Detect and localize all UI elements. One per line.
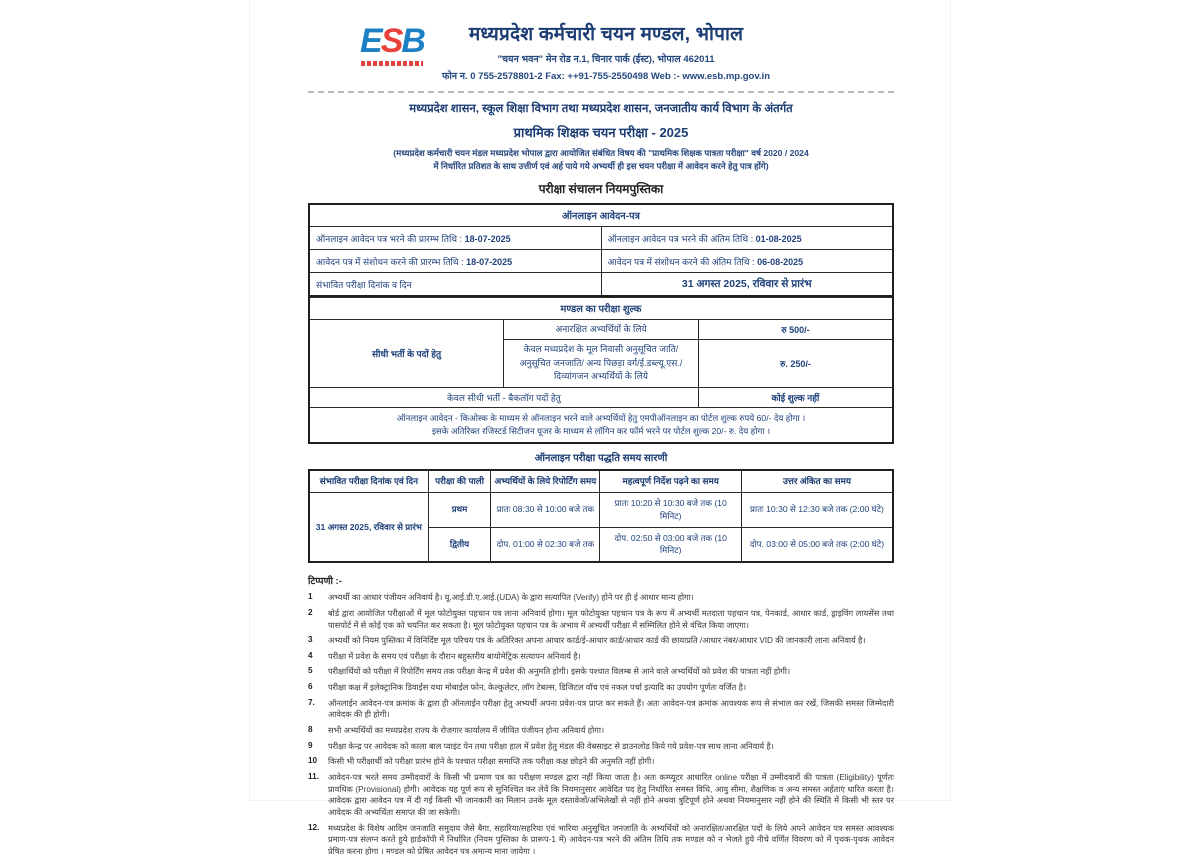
shift1-name: प्रथम — [428, 492, 491, 527]
notes-title: टिप्पणी :- — [308, 576, 342, 588]
note-number: 8 — [308, 725, 313, 735]
application-end-label: ऑनलाइन आवेदन पत्र भरने की अंतिम तिथि : — [607, 233, 754, 244]
table-row — [309, 387, 893, 407]
note-text: परीक्षा में प्रवेश के समय एवं परीक्षा के दौरान बहुस्तरीय बायोमेट्रिक सत्यापन अनिवार्य है। — [328, 651, 581, 661]
shift1-reporting-time: प्रातः 08:30 से 10:00 बजे तक — [491, 492, 600, 527]
schedule-table-title: ऑनलाइन परीक्षा पद्धति समय सारणी — [534, 453, 668, 465]
note-number: 10 — [308, 756, 318, 766]
correction-end-label: आवेदन पत्र में संशोधन करने की अंतिम तिथि : — [607, 256, 755, 267]
note-text: बोर्ड द्वारा आयोजित परीक्षाओं में मूल फोटोयुक्त पहचान पत्र लाना अनिवार्य होगा। मूल फोटोयुक्त पहचान पत्र के रूप में अभ्यर्थी मतदाता पहचान पत्र, पेनकार्ड, आधार कार्ड, ड्राइविंग लायसेंस तथा पासपोर्ट में से कोई एक को चयनित कर सकता है। मूल फोटोयुक्त पहचान पत्र के अभाव में अभ्यर्थी परीक्षा में सम्मिलित होने से वंचित किया जाएगा। — [328, 608, 894, 630]
esb-logo-tagline-bar — [361, 61, 423, 66]
note-number: 7. — [308, 697, 315, 707]
application-start-date: 18-07-2025 — [464, 233, 511, 244]
table-row — [309, 250, 893, 273]
application-end-cell — [601, 227, 893, 250]
table-row — [309, 227, 893, 250]
esb-logo-text: ESB — [360, 22, 424, 60]
application-dates-table — [308, 203, 894, 297]
portal-fee-note-line2: इसके अतिरिक्त रजिस्टर्ड सिटीजन यूजर के माध्यम से लॉगिन कर फॉर्म भरने पर पोर्टल शुल्क 20/- रु. देय होगा । — [431, 426, 771, 437]
eligibility-paren-line1: (मध्यप्रदेश कर्मचारी चयन मंडल मध्यप्रदेश भोपाल द्वारा आयोजित संबंधित विषय की "प्राथमिक शिक्षक पात्रता परीक्षा" वर्ष 2020 / 2024 — [393, 148, 809, 158]
application-table-title: ऑनलाइन आवेदन-पत्र — [309, 204, 893, 227]
dashed-divider — [308, 91, 894, 93]
note-number: 2 — [308, 607, 313, 617]
schedule-header-shift: परीक्षा की पाली — [428, 470, 491, 492]
notes-section — [308, 574, 894, 857]
eligibility-paren-line2: में निर्धारित प्रतिशत के साथ उत्तीर्ण एवं अर्ह पाये गये अभ्यर्थी ही इस चयन परीक्षा में आवेदन करने हेतु पात्र होंगे) — [433, 160, 769, 171]
table-row — [309, 204, 893, 227]
note-item — [308, 772, 894, 819]
note-text: आवेदन-पत्र भरते समय उम्मीदवारों के किसी भी प्रमाण पत्र का परीक्षण मण्डल द्वारा नहीं किया जाता है। अतः कम्प्यूटर आधारित online परीक्षा में उम्मीदवारों की पात्रता (Eligibility) पूर्णतः प्रावधिक (Provisional) होगी। आवेदक यह पूर्ण रूप से सुनिश्चित कर लेवें कि नियमानुसार आवेदित पद हेतु निर्धारित समस्त विधि, आयु सीमा, शैक्षणिक व अन्य समस्त अर्हताएं धारित करता है। आवेदक द्वारा आवेदन पत्र में दी गई किसी भी जानकारी का मिलान उनके मूल दस्तावेजों/अभिलेखों से नहीं होने अथवा त्रुटिपूर्ण होने अथवा नियमानुसार नहीं होने की स्थिति में किसी भी स्तर पर आवेदक की अभ्यर्थिता समाप्त की जा सकेगी। — [328, 772, 894, 817]
note-number: 12. — [308, 822, 320, 832]
correction-end-date: 06-08-2025 — [757, 256, 804, 267]
note-number: 3 — [308, 635, 313, 645]
exam-title: प्राथमिक शिक्षक चयन परीक्षा - 2025 — [513, 125, 689, 140]
table-row — [309, 297, 893, 319]
exam-date-label-cell: संभावित परीक्षा दिनांक व दिन — [309, 273, 601, 296]
note-text: अभ्यर्थी का आधार पंजीयन अनिवार्य है। यू.आई.डी.ए.आई.(UDA) के द्वारा सत्यापित (Verify) होने पर ही ई आधार मान्य होगा। — [328, 593, 694, 603]
schedule-header-instructions: महत्वपूर्ण निर्देश पढ़ने का समय — [600, 470, 741, 492]
note-item — [308, 725, 894, 737]
note-number: 5 — [308, 666, 313, 676]
esb-logo — [356, 24, 428, 66]
org-name: मध्यप्रदेश कर्मचारी चयन मण्डल, भोपाल — [468, 24, 744, 45]
shift1-answering-time: प्रातः 10:30 से 12:30 बजे तक (2:00 घंटे) — [741, 492, 893, 527]
application-start-label: ऑनलाइन आवेदन पत्र भरने की प्रारम्भ तिथि : — [316, 233, 463, 244]
note-number: 4 — [308, 650, 313, 660]
note-text: परीक्षार्थियों को परीक्षा में रिपोर्टिंग समय तक परीक्षा केन्द्र में प्रवेश की अनुमति होगी। इसके पश्चात विलम्ब से आने वाले अभ्यर्थियों को प्रवेश की पात्रता नहीं होगी। — [328, 667, 791, 677]
note-number: 11. — [308, 771, 319, 781]
schedule-date-cell: 31 अगस्त 2025, रविवार से प्रारंभ — [309, 492, 428, 562]
note-item — [308, 666, 894, 678]
application-start-cell — [309, 227, 601, 250]
note-item — [308, 651, 894, 663]
schedule-header-reporting: अभ्यर्थियों के लिये रिपोर्टिंग समय — [491, 470, 600, 492]
note-item — [308, 608, 894, 631]
shift2-reporting-time: दोप. 01:00 से 02:30 बजे तक — [491, 527, 600, 562]
reserved-fee-amount: रु. 250/- — [698, 340, 893, 388]
table-header-row — [309, 470, 893, 492]
department-line: मध्यप्रदेश शासन, स्कूल शिक्षा विभाग तथा मध्यप्रदेश शासन, जनजातीय कार्य विभाग के अंतर्गत — [409, 103, 793, 115]
note-number: 6 — [308, 682, 313, 692]
note-item — [308, 741, 894, 753]
shift2-instructions-time: दोप. 02:50 से 03:00 बजे तक (10 मिनिट) — [600, 527, 741, 562]
note-text: परीक्षा कक्ष में इलेक्ट्रानिक डिवाईस यथा मोबाईल फोन, केल्कुलेटर, लॉग टेबल्स, डिजिटल वॉच एवं नकल पर्चा इत्यादि का उपयोग पूर्णतः वर्जित है। — [328, 683, 747, 693]
table-row — [309, 492, 893, 527]
fee-table-title: मण्डल का परीक्षा शुल्क — [309, 297, 893, 319]
shift1-instructions-time: प्रातः 10:20 से 10:30 बजे तक (10 मिनिट) — [600, 492, 741, 527]
note-item — [308, 823, 894, 857]
table-row — [309, 273, 893, 296]
schedule-header-answering: उत्तर अंकित का समय — [741, 470, 893, 492]
exam-date-value-cell: 31 अगस्त 2025, रविवार से प्रारंभ — [601, 273, 893, 296]
org-address: "चयन भवन" मेन रोड न.1, चिनार पार्क (ईस्ट), भोपाल 462011 — [497, 54, 715, 65]
note-text: अभ्यर्थी को नियम पुस्तिका में विनिर्दिष्ट मूल परिचय पत्र के अतिरिक्त अपना आधार कार्ड/ई-आधार कार्ड/आधार कार्ड की छायाप्रति /आधार नंबर/आधार VID की जानकारी लाना अनिवार्य है। — [328, 636, 866, 646]
direct-recruitment-label: सीधी भर्ती के पदों हेतु — [309, 319, 504, 387]
reserved-fee-desc: केवल मध्यप्रदेश के मूल निवासी अनुसूचित जाति/अनुसूचित जनजाति/ अन्य पिछड़ा वर्ग/ई.डब्ल्यू.एस./ दिव्यांगजन अभ्यर्थियों के लिये — [504, 340, 699, 388]
note-text: मध्यप्रदेश के विशेष आदिम जनजाति समुदाय जैसे बैगा, सहारिया/सहरिया एवं भारिया अनुसूचित जनजाति के अभ्यर्थियों को अनारक्षित/आरक्षित पदों के लिये अपने आवेदन पत्र समस्त आवश्यक प्रमाण-पत्र संलग्न करते हुये हार्डकॉपी में निर्धारित (नियम पुस्तिका के प्रारूप-1 में) आवेदन-पत्र भरने की अंतिम तिथि तक मण्डल को न भेजते हुये नीचे वर्णित विवरण को में पृथक-पृथक आवेदन प्रेषित करना होगा । मण्डल को प्रेषित आवेदन पत्र अमान्य माना जायेगा । — [328, 823, 894, 856]
unreserved-fee-amount: रु 500/- — [698, 319, 893, 340]
correction-start-date: 18-07-2025 — [466, 256, 513, 267]
backlog-label: केवल सीधी भर्ती - बैकलॉग पदों हेतु — [309, 387, 698, 407]
exam-schedule-table — [308, 469, 894, 563]
unreserved-fee-desc: अनारक्षित अभ्यर्थियों के लिये — [504, 319, 699, 340]
note-number: 9 — [308, 740, 313, 750]
note-item — [308, 592, 894, 604]
eligibility-paren-note — [308, 147, 894, 173]
correction-end-cell — [601, 250, 893, 273]
shift2-answering-time: दोप. 03:00 से 05:00 बजे तक (2:00 घंटे) — [741, 527, 893, 562]
correction-start-label: आवेदन पत्र में संशोधन करने की प्रारम्भ तिथि : — [316, 256, 464, 267]
portal-fee-note-line1: ऑनलाइन आवेदन - किओस्क के माध्यम से ऑनलाइन भरने वाले अभ्यर्थियों हेतु एमपीऑनलाइन का पोर्टल शुल्क रुपये 60/- देय होगा । — [396, 412, 806, 423]
note-text: परीक्षा केन्द्र पर आवेदक को काला बाल प्वाइंट पेन तथा परीक्षा हाल में प्रवेश हेतु मंडल की वेबसाइट से डाउनलोड किये गये प्रवेश-पत्र साथ लाना अनिवार्य है। — [328, 741, 774, 751]
note-text: किसी भी परीक्षार्थी को परीक्षा प्रारंभ होने के पश्चात परीक्षा समाप्ति तक परीक्षा कक्ष छोड़ने की अनुमति नहीं होगी। — [328, 757, 655, 767]
shift2-name: द्वितीय — [428, 527, 491, 562]
note-text: ऑनलाईन आवेदन-पत्र क्रमांक के द्वारा ही ऑनलाईन परीक्षा हेतु अभ्यर्थी अपना प्रवेश-पत्र प्राप्त कर सकते हैं। अतः आवेदन-पत्र क्रमांक आवश्यक रूप से संभाल कर रखें, जिसकी समस्त जिम्मेदारी आवेदक की ही होगी। — [328, 698, 894, 720]
correction-start-cell — [309, 250, 601, 273]
backlog-fee-amount: कोई शुल्क नहीं — [698, 387, 893, 407]
portal-fee-note — [309, 407, 893, 443]
document-header — [308, 20, 894, 82]
application-end-date: 01-08-2025 — [755, 233, 802, 244]
exam-fee-table — [308, 297, 894, 445]
note-item — [308, 635, 894, 647]
table-row — [309, 319, 893, 340]
schedule-header-date: संभावित परीक्षा दिनांक एवं दिन — [309, 470, 428, 492]
note-item — [308, 698, 894, 721]
document-page — [250, 0, 950, 856]
table-row — [309, 407, 893, 443]
org-contact: फोन न. 0 755-2578801-2 Fax: ++91-755-2550498 Web :- www.esb.mp.gov.in — [442, 71, 770, 82]
note-item — [308, 682, 894, 694]
note-item — [308, 756, 894, 768]
note-number: 1 — [308, 592, 313, 602]
rulebook-title: परीक्षा संचालन नियमपुस्तिका — [538, 181, 664, 196]
note-text: सभी अभ्यर्थियों का मध्यप्रदेश राज्य के रोजगार कार्यालय में जीवित पंजीयन होना अनिवार्य होगा। — [328, 726, 605, 736]
